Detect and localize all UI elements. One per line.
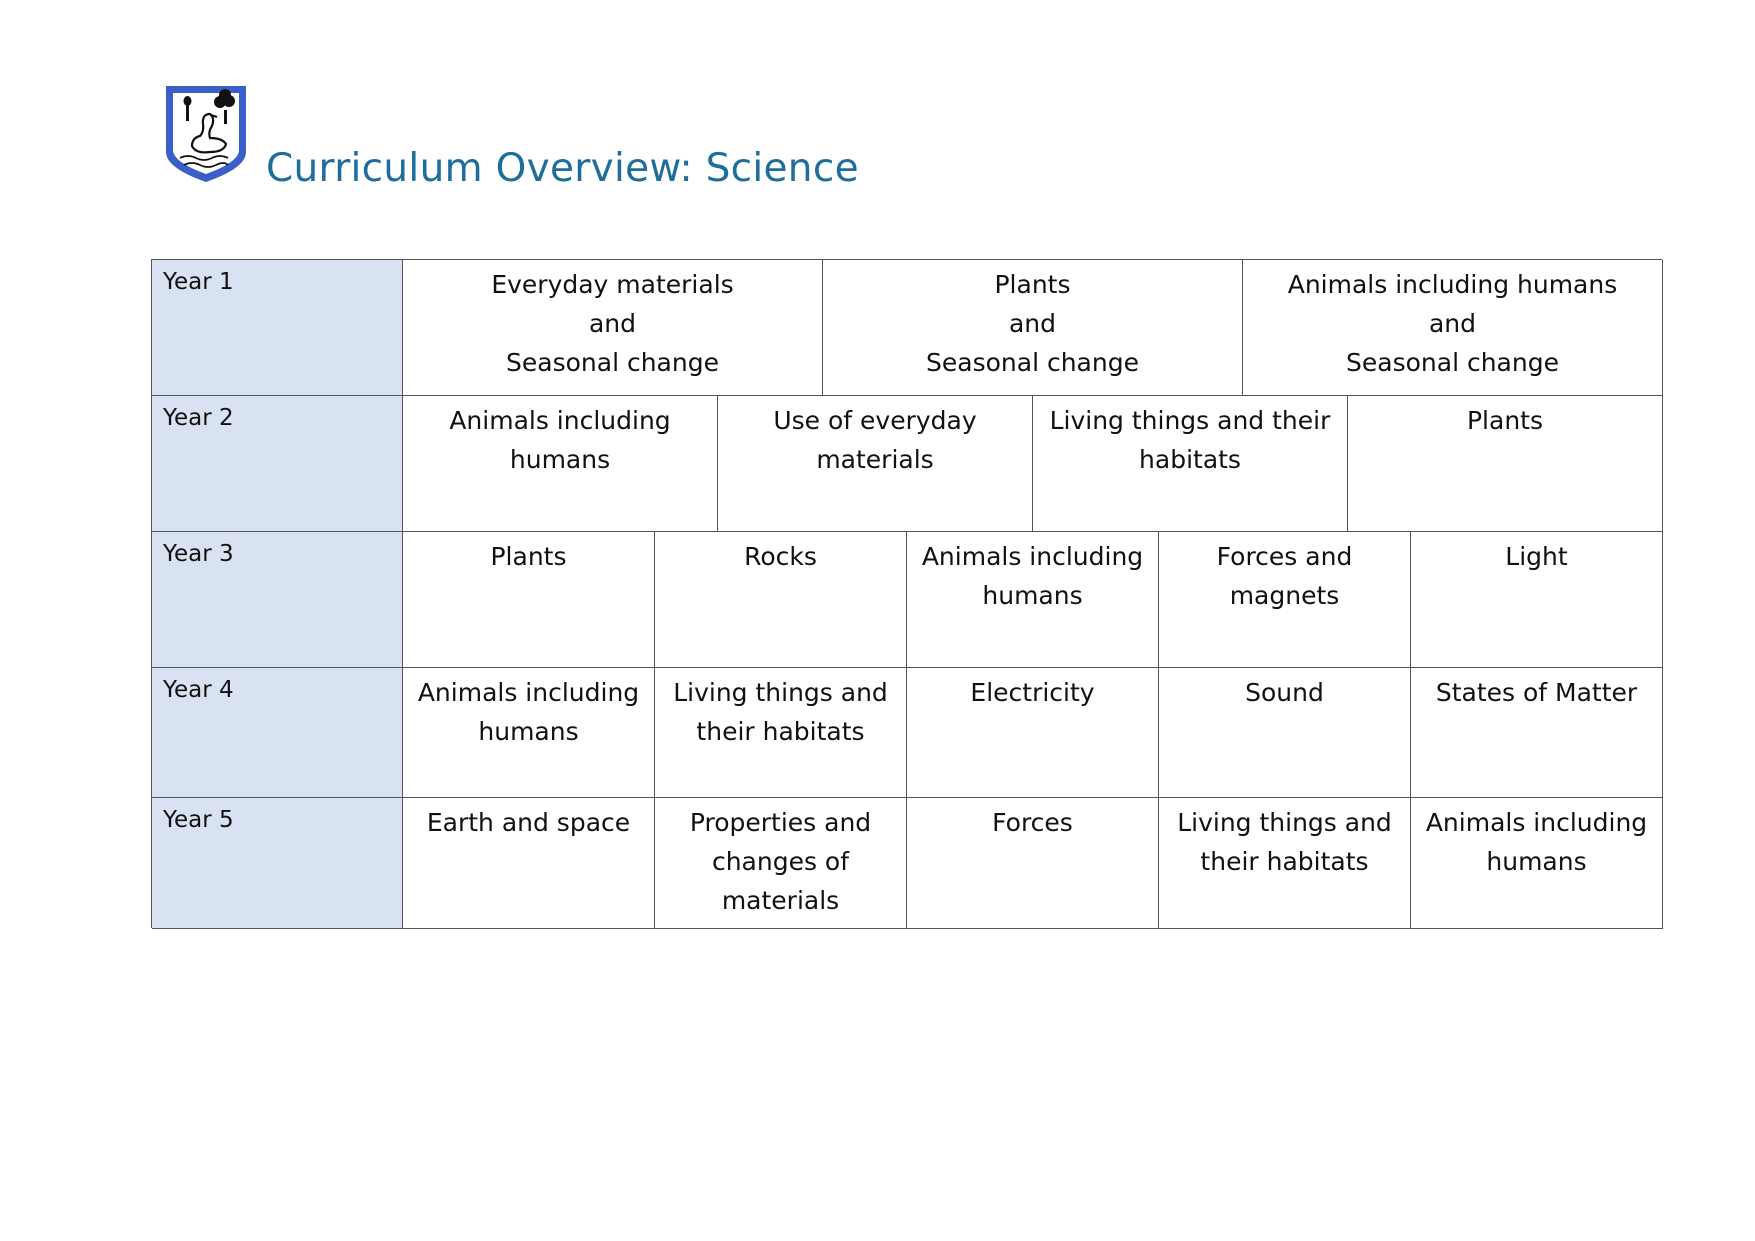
topic-cell: Animals including humans [403, 396, 718, 531]
curriculum-table [151, 259, 1662, 928]
topic-cell: Living things and their habitats [1159, 798, 1411, 928]
topic-cell: Living things and their habitats [1033, 396, 1348, 531]
year-label: Year 5 [152, 798, 403, 929]
topic-cell: Plants [1348, 396, 1663, 531]
table-row [403, 532, 1663, 668]
year-label: Year 2 [152, 396, 403, 532]
topic-cell: Light [1411, 532, 1663, 667]
topic-cell: States of Matter [1411, 668, 1663, 797]
topic-cell: Everyday materials and Seasonal change [403, 260, 823, 395]
year-label: Year 4 [152, 668, 403, 798]
topic-cell: Electricity [907, 668, 1159, 797]
page-title: Curriculum Overview: Science [266, 146, 859, 191]
topic-cell: Living things and their habitats [655, 668, 907, 797]
table-row [403, 396, 1663, 532]
topic-cell: Animals including humans [1411, 798, 1663, 928]
topic-cell: Plants and Seasonal change [823, 260, 1243, 395]
topic-cell: Sound [1159, 668, 1411, 797]
topic-cell: Forces [907, 798, 1159, 928]
year-label: Year 1 [152, 260, 403, 396]
table-row [403, 798, 1663, 929]
topic-cell: Animals including humans [907, 532, 1159, 667]
school-crest-icon [162, 82, 250, 184]
topic-cell: Properties and changes of materials [655, 798, 907, 928]
topic-cell: Rocks [655, 532, 907, 667]
topic-cell: Forces and magnets [1159, 532, 1411, 667]
topic-cell: Use of everyday materials [718, 396, 1033, 531]
table-row [403, 668, 1663, 798]
page-header [162, 82, 859, 202]
topic-cell: Animals including humans [403, 668, 655, 797]
topic-cell: Earth and space [403, 798, 655, 928]
topic-cell: Animals including humans and Seasonal change [1243, 260, 1663, 395]
table-row [403, 260, 1663, 396]
year-label: Year 3 [152, 532, 403, 668]
topic-cell: Plants [403, 532, 655, 667]
